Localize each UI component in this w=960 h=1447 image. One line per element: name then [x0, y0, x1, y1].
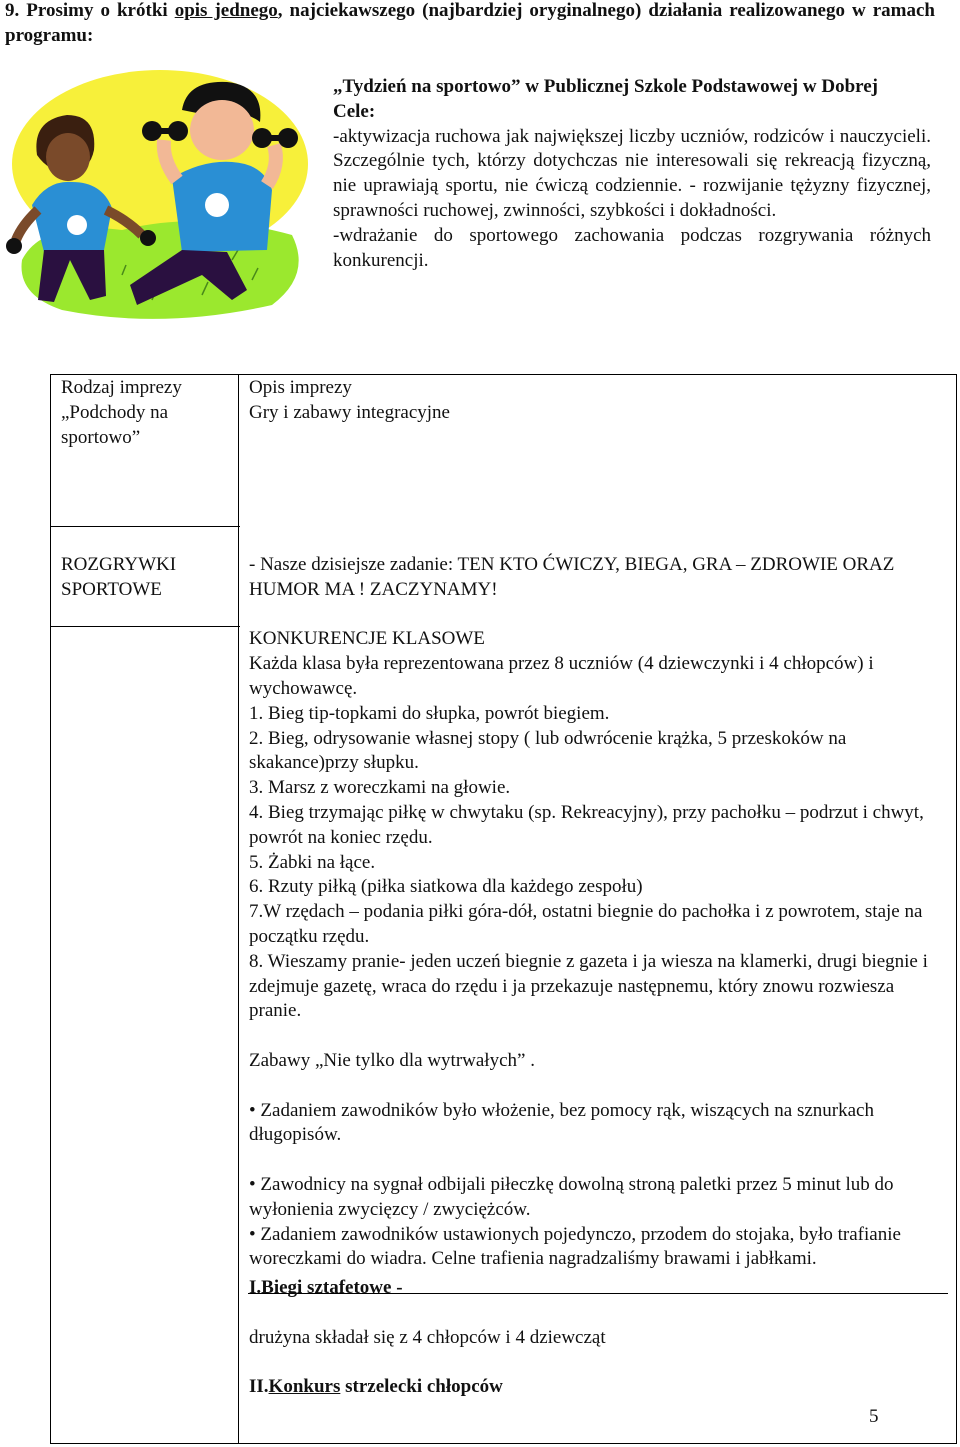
- header-event-description: Opis imprezy: [249, 377, 352, 398]
- intro-title: „Tydzień na sportowo” w Publicznej Szkole Podstawowej w Dobrej: [333, 76, 878, 97]
- zabawy-title: Zabawy „Nie tylko dla wytrwałych” .: [249, 1049, 535, 1071]
- question-text-2: , najciekawszego (najbardziej oryginalnego) działania realizowanego w ramach programu:: [5, 0, 935, 46]
- konkurs-title: [249, 1375, 949, 1400]
- bullet-item: • Zadaniem zawodników ustawionych pojedynczo, przodem do stojaka, było trafianie woreczkami do wiadra. Celne trafienia nagradzaliśmy brawami i jabłkami.: [249, 1223, 901, 1270]
- konkurs-number: II.: [249, 1376, 269, 1398]
- konkurs-rest: strzelecki chłopców: [340, 1376, 503, 1398]
- event-name-rozgrywki: ROZGRYWKI SPORTOWE: [61, 554, 177, 600]
- konkurs-word: Konkurs: [268, 1376, 341, 1398]
- question-heading: [5, 0, 935, 48]
- goals-paragraph-1: -aktywizacja ruchowa jak największej liczby uczniów, rodziców i nauczycieli. Szczególnie tych, którzy dotychczas nie interesowali się rekreacją fizyczną, nie uprawiają sportu, nie ćwiczą codziennie. - rozwijanie tężyzny fizycznej, sprawności ruchowej, zwinności, szybkości i dokładności.: [333, 125, 931, 221]
- exercising-people-clipart: [2, 60, 317, 328]
- header-event-type: Rodzaj imprezy: [61, 377, 182, 398]
- list-item: 4. Bieg trzymając piłkę w chwytaku (sp. Rekreacyjny), przy pachołku – podrzut i chwyt, powrót na koniec rzędu.: [249, 801, 924, 848]
- rozgrywki-description: [249, 553, 949, 1400]
- event-name-podchody: „Podchody na sportowo”: [61, 402, 169, 448]
- list-item: 5. Żabki na łące.: [249, 851, 376, 873]
- list-item: 7.W rzędach – podania piłki góra-dół, ostatni biegnie do pachołka i z powrotem, staje na początku rzędu.: [249, 901, 923, 947]
- list-item: 1. Bieg tip-topkami do słupka, powrót biegiem.: [249, 702, 610, 724]
- event-desc-podchody: Gry i zabawy integracyjne: [249, 402, 450, 423]
- konkurencje-intro: Każda klasa była reprezentowana przez 8 uczniów (4 dziewczynki i 4 chłopców) i wychowawcę.: [249, 653, 874, 699]
- intro-section: [333, 75, 931, 273]
- konkurencje-title: KONKURENCJE KLASOWE: [249, 628, 485, 650]
- list-item: 2. Bieg, odrysowanie własnej stopy ( lub odwrócenie krążka, 5 przeskoków na skakance)przy słupku.: [249, 727, 847, 774]
- bullet-item: • Zawodnicy na sygnał odbijali piłeczkę dowolną stroną paletki przez 5 minut lub do wyłonienia zwycięzcy / zwyciężców.: [249, 1173, 894, 1220]
- goals-paragraph-2: -wdrażanie do sportowego zachowania podczas rozgrywania różnych konkurencji.: [333, 224, 931, 271]
- question-text-1: Prosimy o krótki: [26, 0, 168, 21]
- question-number: 9.: [5, 0, 20, 21]
- page-number: 5: [869, 1406, 879, 1427]
- events-table: [50, 374, 957, 1444]
- biegi-description: drużyna składał się z 4 chłopców i 4 dziewcząt: [249, 1326, 606, 1348]
- list-item: 6. Rzuty piłką (piłka siatkowa dla każdego zespołu): [249, 876, 643, 898]
- question-underlined: opis jednego: [174, 0, 278, 21]
- bullet-item: • Zadaniem zawodników było włożenie, bez pomocy rąk, wiszących na sznurkach długopisów.: [249, 1099, 874, 1146]
- goals-label: Cele:: [333, 100, 376, 122]
- motto: - Nasze dzisiejsze zadanie: TEN KTO ĆWICZY, BIEGA, GRA – ZDROWIE ORAZ HUMOR MA ! ZACZYNAMY!: [249, 554, 895, 600]
- list-item: 8. Wieszamy pranie- jeden uczeń biegnie z gazeta i ja wiesza na klamerki, drugi biegnie i zdejmuje gazetę, wraca do rzędu i ja przekazuje następnemu, który znowu rozwiesza pranie.: [249, 950, 928, 1022]
- biegi-title: I.Biegi sztafetowe -: [249, 1277, 403, 1299]
- list-item: 3. Marsz z woreczkami na głowie.: [249, 777, 511, 799]
